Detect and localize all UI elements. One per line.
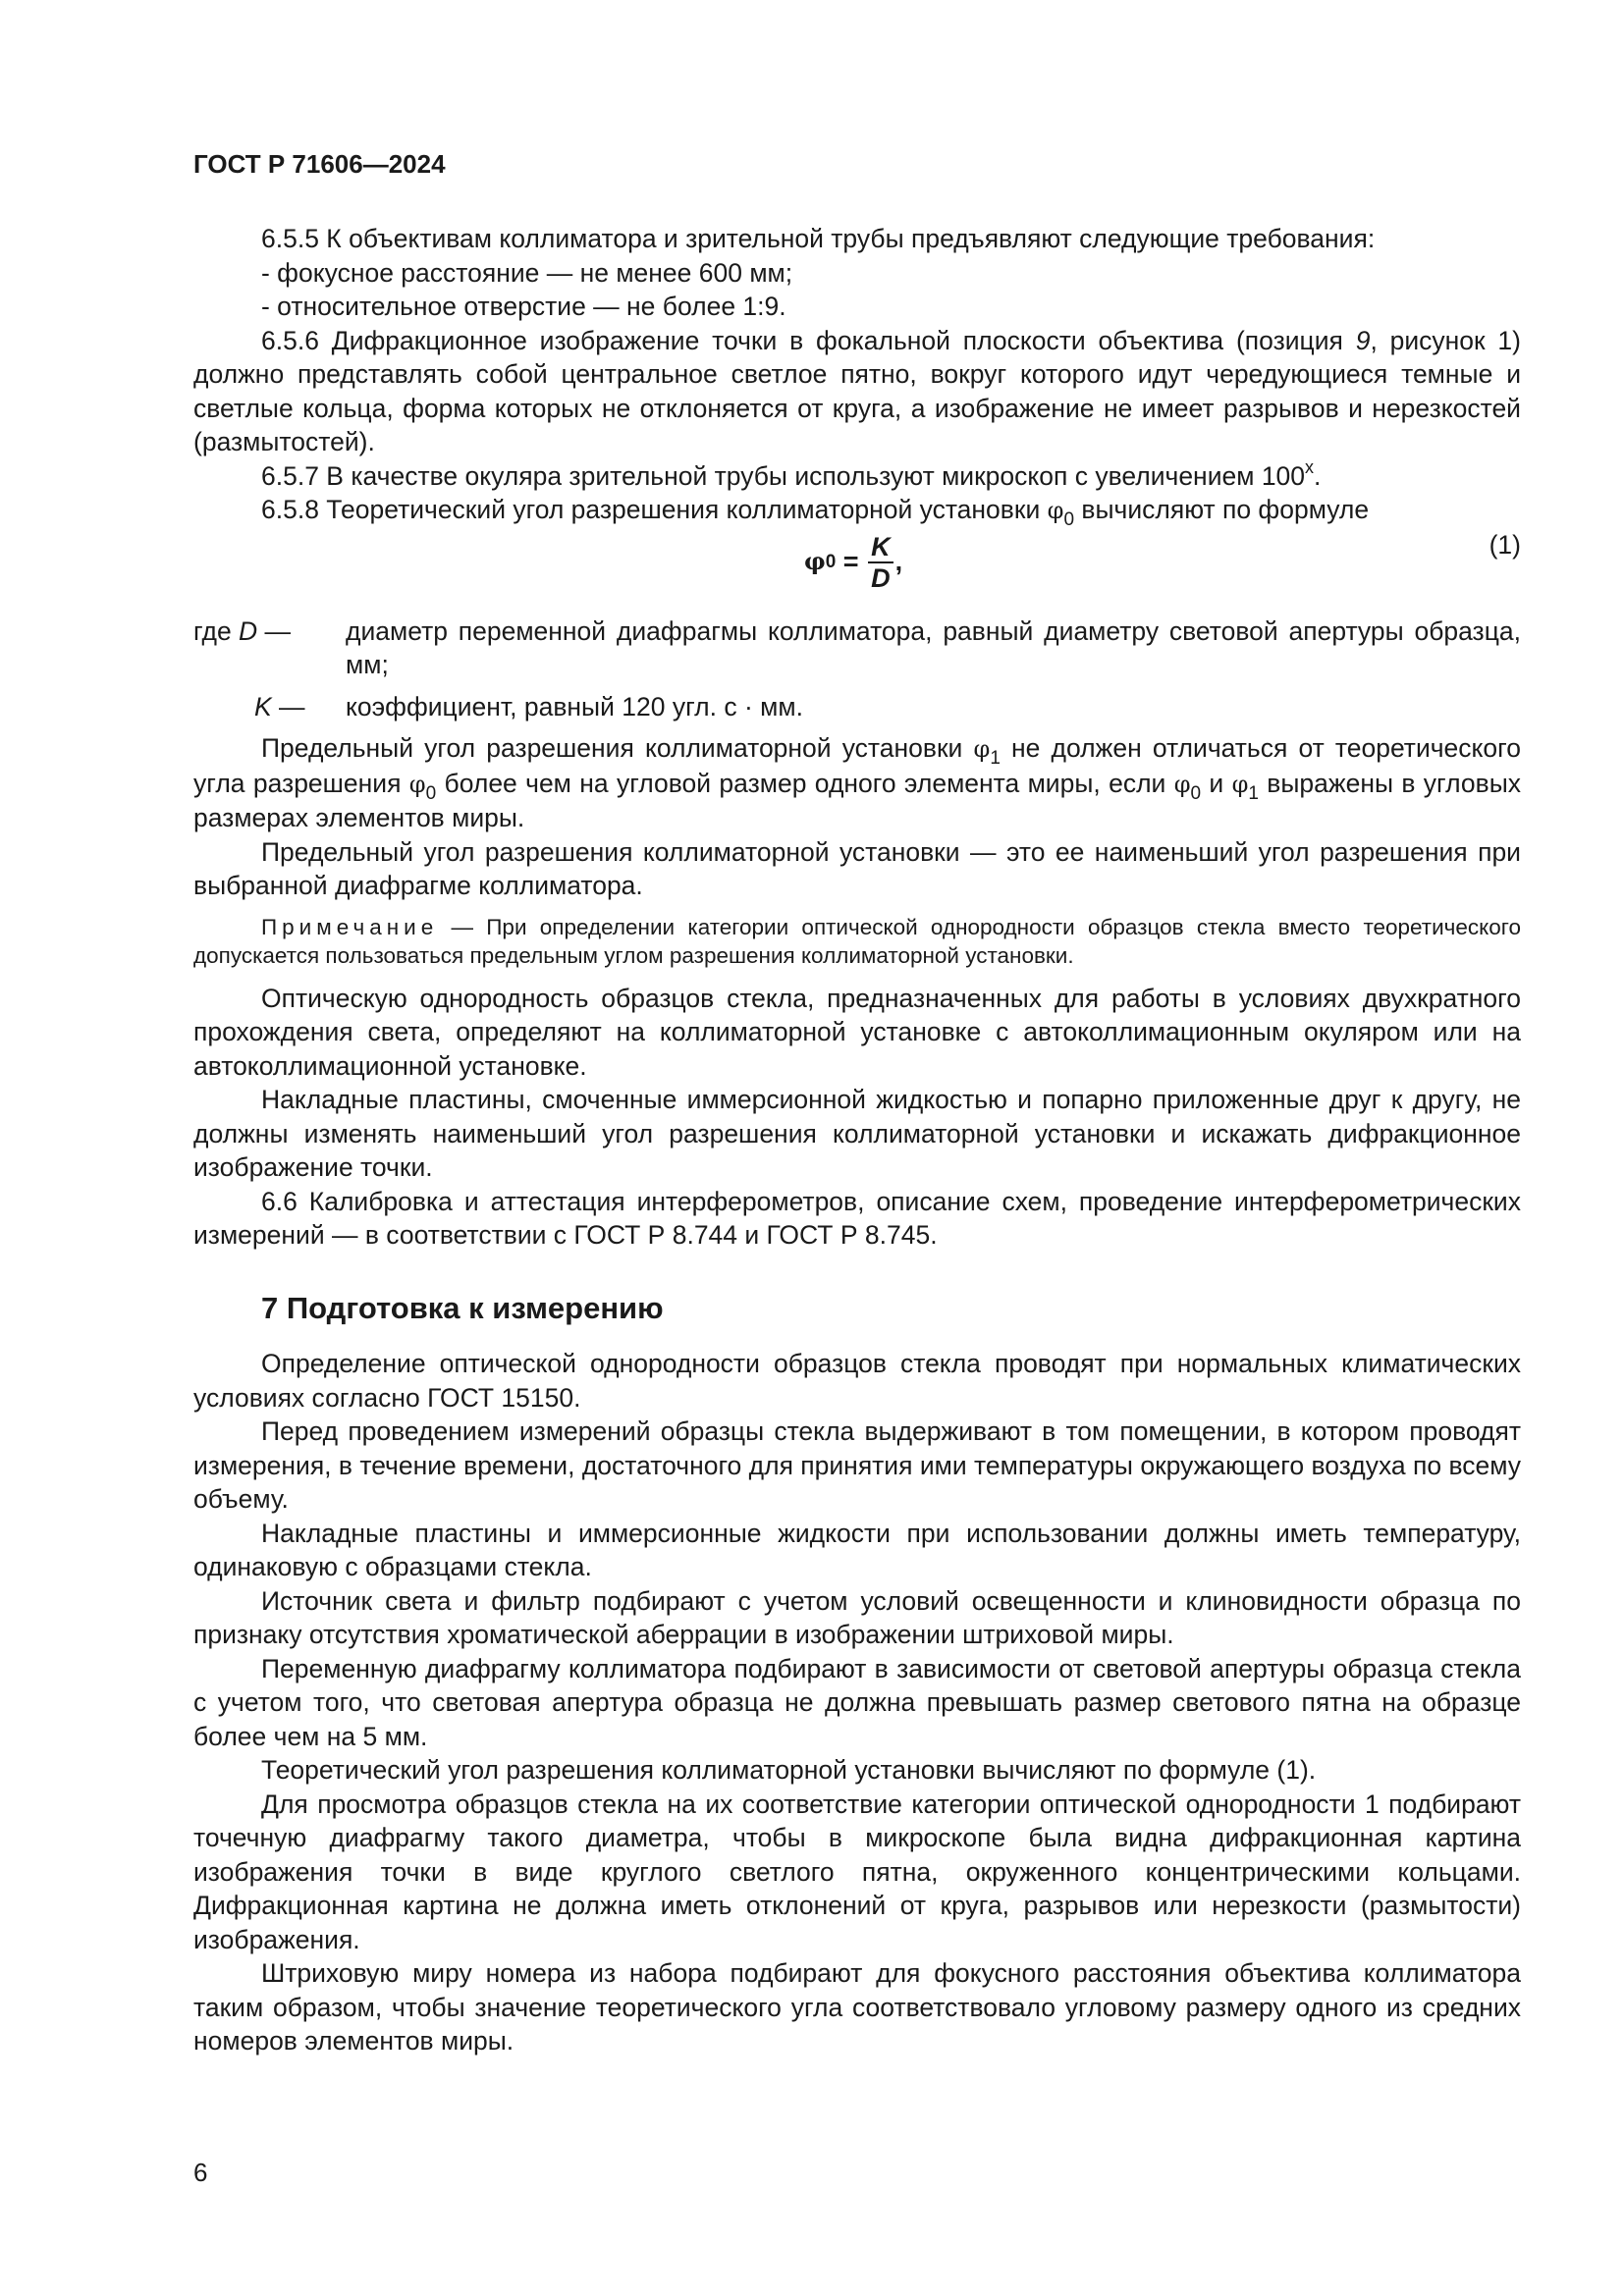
position-ref: 9 (1355, 325, 1371, 355)
note-text: — При определении категории оптической однородности образцов стекла вместо теоретического допускается пользоваться предельным углом разрешения коллиматорной установки. (193, 914, 1521, 968)
section-7-paragraph: Теоретический угол разрешения коллиматорной установки вычисляют по формуле (1). (261, 1755, 1317, 1785)
paragraph-overlay-plates: Накладные пластины, смоченные иммерсионной жидкостью и попарно приложенные друг к другу, не должны изменять наименьший угол разрешения коллиматорной установки и искажать дифракционное изображение точки. (193, 1085, 1521, 1182)
formula-denominator: D (871, 562, 891, 593)
formula-number: (1) (1489, 529, 1521, 560)
formula-tail: , (894, 547, 903, 577)
section-7-paragraph: Перед проведением измерений образцы стекла выдерживают в том помещении, в котором проводят измерения, в течение времени, достаточного для принятия ими температуры окружающего воздуха по всему объему. (193, 1416, 1521, 1514)
phi-symbol: φ (1047, 497, 1064, 524)
desc-k: коэффициент, равный 120 угл. с · мм. (346, 691, 803, 721)
formula-numerator: K (868, 532, 893, 563)
section-7-paragraph: Источник света и фильтр подбирают с учетом условий освещенности и клиновидности образца по признаку отсутствия хроматической аберрации в изображении штриховой миры. (193, 1585, 1521, 1649)
paragraph-6-6: 6.6 Калибровка и аттестация интерферометров, описание схем, проведение интерферометрических измерений — в соответствии с ГОСТ Р 8.744 и ГОСТ Р 8.745. (193, 1186, 1521, 1250)
paragraph-limit-angle: Предельный угол разрешения коллиматорной установки $\varphi_1$ не должен отличаться от теоретического угла разрешения $\varphi_0$ более чем на угловой размер одного элемента миры, если $\varphi_0$ и $\varphi_1$ выражены в угловых размерах элементов миры. (193, 733, 1521, 832)
paragraph-6-5-5: 6.5.5 К объективам коллиматора и зрительной трубы предъявляют следующие требования: (261, 224, 1376, 253)
note (193, 913, 1521, 970)
content-block (193, 222, 1521, 2058)
document-header: ГОСТ Р 71606—2024 (193, 149, 446, 179)
where-row-k: K — коэффициент, равный 120 угл. с · мм. (193, 690, 1521, 724)
paragraph-6-5-8: 6.5.8 Теоретический угол разрешения коллиматорной установки $\varphi_0$ вычисляют по формуле (261, 495, 1370, 530)
formula-phi: φ (804, 547, 826, 576)
where-block (193, 614, 1521, 724)
paragraph-6-5-6: 6.5.6 Дифракционное изображение точки в фокальной плоскости объектива (позиция 9, рисунок 1) должно представлять собой центральное светлое пятно, вокруг которого идут чередующиеся темные и светлые кольца, форма которых не отклоняется от круга, а изображение не имеет разрывов и нерезкостей (размытостей). (193, 325, 1521, 456)
phi-subscript: 0 (1063, 509, 1075, 530)
desc-d: диаметр переменной диафрагмы коллиматора, равный диаметру световой апертуры образца, мм; (346, 615, 1521, 679)
section-7-paragraph: Определение оптической однородности образцов стекла проводят при нормальных климатических условиях согласно ГОСТ 15150. (193, 1349, 1521, 1413)
formula-equals: = (836, 547, 867, 577)
note-label: Примечание (261, 914, 439, 939)
section-7-paragraph: Штриховую миру номера из набора подбирают для фокусного расстояния объектива коллиматора таким образом, чтобы значение теоретического угла соответствовало угловому размеру одного из средних номеров элементов миры. (193, 1958, 1521, 2056)
formula-expression: φ 0 = $\frac{K}{D}$ , (804, 531, 903, 593)
paragraph-6-5-7: 6.5.7 В качестве окуляра зрительной трубы используют микроскоп с увеличением 100$^x$. (261, 456, 1322, 491)
var-d: D (239, 615, 258, 646)
list-item-relative-aperture: - относительное отверстие — не более 1:9. (261, 292, 786, 321)
formula-fraction (868, 532, 893, 593)
paragraph-double-pass: Оптическую однородность образцов стекла, предназначенных для работы в условиях двухкратного прохождения света, определяют на коллиматорной установке с автоколлимационным окуляром или на автоколлимационной установке. (193, 983, 1521, 1081)
section-7-paragraph: Переменную диафрагму коллиматора подбирают в зависимости от световой апертуры образца стекла с учетом того, что световая апертура образца не должна превышать размер светового пятна на образце более чем на 5 мм. (193, 1653, 1521, 1751)
list-item-focal-length: - фокусное расстояние — не менее 600 мм; (261, 257, 793, 288)
where-label: где (193, 615, 240, 646)
page-number: 6 (193, 2158, 208, 2187)
where-row-d: где D — диаметр переменной диафрагмы коллиматора, равный диаметру световой апертуры образца, мм; (193, 614, 1521, 682)
formula-1 (193, 528, 1521, 601)
section-7-heading: 7 Подготовка к измерению (261, 1290, 664, 1325)
section-7-paragraph: Для просмотра образцов стекла на их соответствие категории оптической однородности 1 подбирают точечную диафрагму такого диаметра, чтобы в микроскопе была видна дифракционная картина изображения точки в виде круглого светлого пятна, окруженного концентрическими кольцами. Дифракционная картина не должна иметь отклонений от круга, разрывов или нерезкости (размытости) изображения. (193, 1789, 1521, 1954)
magnification-superscript: x (1305, 456, 1315, 477)
var-k: K (254, 691, 272, 721)
section-7-paragraph: Накладные пластины и иммерсионные жидкости при использовании должны иметь температуру, одинаковую с образцами стекла. (193, 1518, 1521, 1581)
paragraph-limit-definition: Предельный угол разрешения коллиматорной установки — это ее наименьший угол разрешения при выбранной диафрагме коллиматора. (193, 836, 1521, 900)
